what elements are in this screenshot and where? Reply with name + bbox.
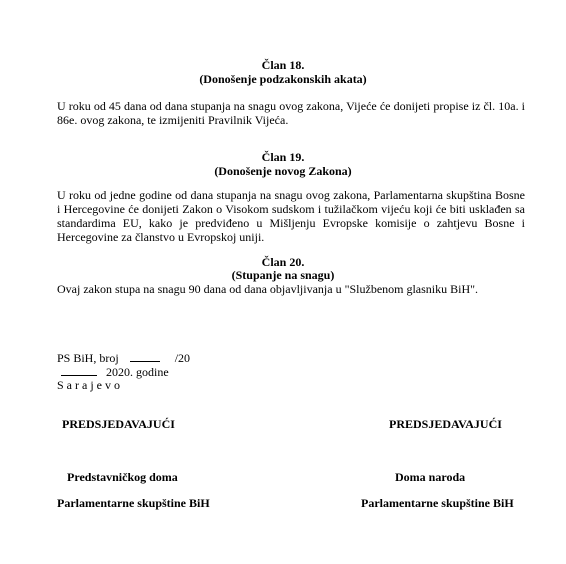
art19-title: Član 19. [261, 150, 305, 164]
left-signatory-assembly: Parlamentarne skupštine BiH [57, 496, 210, 510]
art20-paragraph: Ovaj zakon stupa na snagu 90 dana od dana objavljivanja u "Službenom glasniku BiH". [57, 282, 479, 296]
art19-paragraph [57, 188, 525, 244]
art18-subtitle: (Donošenje podzakonskih akata) [199, 72, 367, 86]
art19-line-3: standardima EU, kako je predviđeno u Mišljenju Evropske komisije o zahtjevu Bosne i [57, 216, 525, 230]
right-signatory-house: Doma naroda [395, 470, 466, 484]
left-signatory-house: Predstavničkog doma [67, 470, 178, 484]
art19-line-1: U roku od jedne godine od dana stupanja na snagu ovog zakona, Parlamentarna skupština Bosne [57, 188, 525, 202]
date-blank [61, 364, 97, 376]
document-number-line [57, 350, 190, 365]
art19-line-2: i Hercegovine će donijeti Zakon o Visokom sudskom i tužilačkom vijeću koji će biti usklađen sa [57, 202, 525, 216]
left-signatory-role: PREDSJEDAVAJUĆI [62, 417, 175, 431]
number-label: PS BiH, broj [57, 351, 119, 365]
art19-line-4: Hercegovine za članstvo u Evropskoj uniji. [57, 230, 265, 244]
right-signatory-role: PREDSJEDAVAJUĆI [389, 417, 502, 431]
date-text: 2020. godine [106, 365, 169, 379]
art19-subtitle: (Donošenje novog Zakona) [214, 164, 352, 178]
date-line [61, 364, 169, 379]
number-suffix: /20 [174, 351, 191, 365]
city: S a r a j e v o [57, 378, 120, 392]
right-signatory-assembly: Parlamentarne skupštine BiH [361, 496, 514, 510]
art20-title: Član 20. [261, 255, 305, 269]
art18-line-1: U roku od 45 dana od dana stupanja na snagu ovog zakona, Vijeće će donijeti propise iz čl. 10a. i [57, 99, 525, 113]
art18-title: Član 18. [261, 58, 305, 72]
art18-line-2: 86e. ovog zakona, te izmijeniti Pravilnik Vijeća. [57, 113, 289, 127]
number-blank [130, 350, 160, 362]
art18-paragraph [57, 99, 525, 127]
art20-subtitle: (Stupanje na snagu) [231, 268, 335, 282]
